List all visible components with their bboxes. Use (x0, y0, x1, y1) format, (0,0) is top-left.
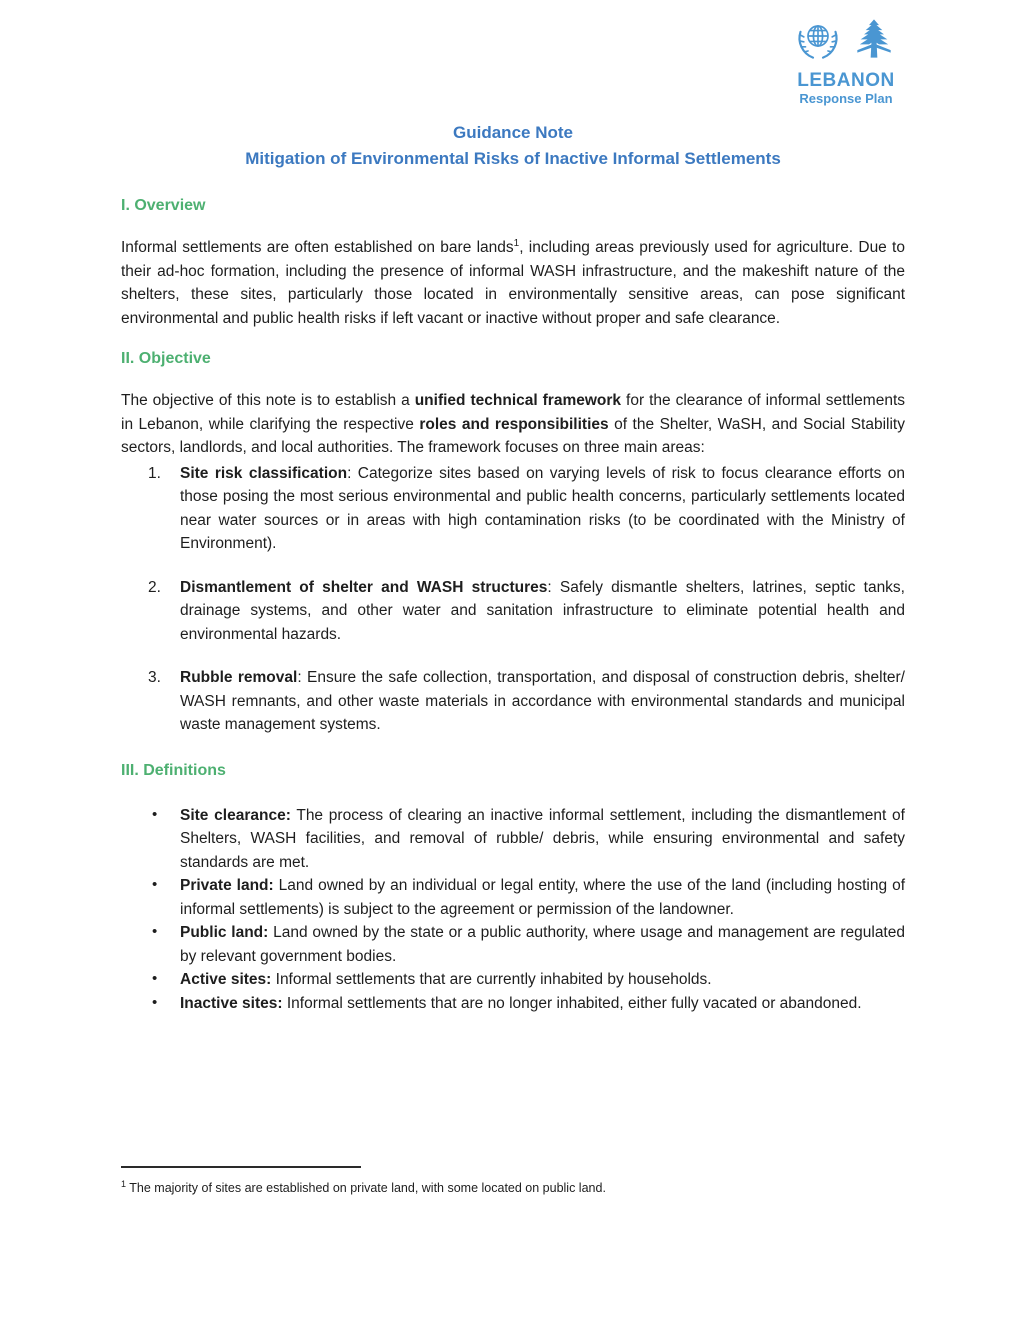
objective-paragraph (121, 389, 905, 460)
footnote-separator (121, 1166, 361, 1168)
list-item-number: 3. (148, 669, 161, 686)
objective-bold-1: unified technical framework (414, 392, 622, 409)
section-heading-objective: II. Objective (121, 350, 211, 367)
list-item-term: Rubble removal (180, 669, 298, 686)
section-heading-definitions: III. Definitions (121, 761, 226, 779)
list-item-term: Dismantlement of shelter and WASH structures (180, 578, 548, 596)
overview-text-2: , including areas previously used for agriculture. Due to their ad-hoc formation, including the presence of informal WASH infrastructure, and the makeshift nature of the shelters, these sites, particularly those located in environmentally sensitive areas, can pose significant environmental and public health risks if left vacant or inactive without proper and safe clearance. (121, 239, 905, 327)
objective-bold-2: roles and responsibilities (419, 415, 609, 433)
list-item-number: 1. (148, 464, 161, 482)
bullet-icon: • (152, 993, 158, 1011)
list-item-number: 2. (148, 578, 161, 596)
bullet-icon: • (152, 876, 158, 893)
definition-term: Public land: (180, 924, 269, 941)
list-item (121, 874, 905, 921)
definition-text: Land owned by the state or a public authority, where usage and management are regulated by relevant government bodies. (180, 924, 905, 965)
footnote (121, 1180, 905, 1196)
objective-text-3: of the Shelter, WaSH, and Social Stability sectors, landlords, and local authorities. The framework focuses on three main areas: (121, 415, 905, 456)
objective-text-2: for the clearance of informal settlements in Lebanon, while clarifying the respective (121, 392, 905, 433)
logo-subtitle: Response Plan (799, 91, 893, 106)
list-item-text: : Categorize sites based on varying levels of risk to focus clearance efforts on those posing the most serious environmental and public health concerns, particularly settlements located near water sources or in areas with high contamination risks (to be coordinated with the Ministry of Environment). (180, 464, 905, 552)
objective-text-1: The objective of this note is to establish a (121, 392, 415, 409)
list-item (121, 968, 905, 992)
doc-title-line2: Mitigation of Environmental Risks of Inactive Informal Settlements (245, 149, 781, 168)
list-item-text: : Ensure the safe collection, transportation, and disposal of construction debris, shelter/ WASH remnants, and other waste materials in accordance with environmental standards and municipal waste management systems. (180, 669, 905, 733)
logo-title: LEBANON (797, 70, 895, 91)
definition-text: Informal settlements that are no longer inhabited, either fully vacated or abandoned. (282, 994, 862, 1012)
bullet-icon: • (152, 970, 158, 987)
section-heading-overview: I. Overview (121, 197, 206, 214)
list-item-text: : Safely dismantle shelters, latrines, septic tanks, drainage systems, and other water and sanitation infrastructure to eliminate potential health and environmental hazards. (180, 578, 905, 643)
definition-text: Informal settlements that are currently inhabited by households. (271, 971, 712, 988)
overview-paragraph (121, 236, 905, 330)
list-item (121, 804, 905, 875)
definition-term: Private land: (180, 877, 274, 894)
document-content (121, 0, 905, 1015)
footnote-reference-1: 1 (513, 237, 520, 249)
footnote-body: The majority of sites are established on private land, with some located on public land. (126, 1181, 606, 1195)
list-item (121, 992, 905, 1016)
list-item-term: Site risk classification (180, 464, 348, 482)
list-item (121, 666, 905, 737)
footnote-area (121, 1166, 905, 1196)
definition-text: Land owned by an individual or legal entity, where the use of the land (including hosting of informal settlements) is subject to the agreement or permission of the landowner. (180, 877, 906, 918)
definition-term: Site clearance: (180, 806, 291, 824)
definition-term: Inactive sites: (180, 994, 283, 1012)
list-item (121, 576, 905, 647)
definitions-bullet-list (121, 804, 905, 1016)
footnote-marker: 1 (121, 1178, 127, 1189)
doc-title-line1: Guidance Note (453, 123, 573, 142)
bullet-icon: • (152, 923, 158, 940)
list-item (121, 462, 905, 556)
bullet-icon: • (152, 805, 158, 823)
objective-numbered-list (121, 462, 905, 737)
list-item (121, 921, 905, 968)
definition-text: The process of clearing an inactive informal settlement, including the dismantlement of Shelters, WASH facilities, and removal of rubble/ debris, while ensuring environmental and safety standards are met. (180, 806, 905, 871)
definition-term: Active sites: (180, 971, 272, 988)
overview-text-1: Informal settlements are often established on bare lands (121, 239, 514, 256)
